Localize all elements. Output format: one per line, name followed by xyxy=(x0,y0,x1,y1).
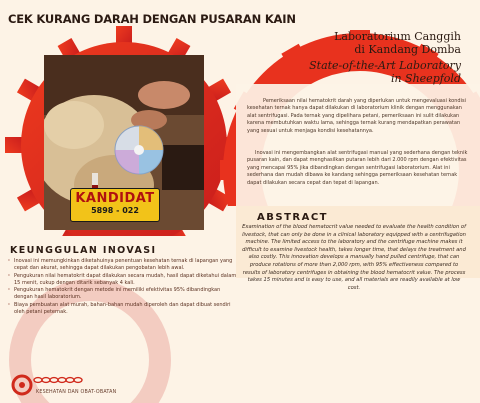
list-item: · Biaya pembuatan alat murah, bahan-bahan mudah diperoleh dan dapat dibuat sendiri oleh petani peternak. xyxy=(8,302,240,316)
body-paragraph-1: Pemeriksaan nilai hematokrit darah yang diperlukan untuk mengevaluasi kondisi kesehatan ternak hanya dapat dilakukan di laboratorium klinik dengan menggunakan alat sentrifugasi. Pada ternak yang dipelihara petani, pemeriksaan ini sulit dilakukan karena membutuhkan waktu lama, sehingga ternak kurang mendapatkan perawatan yang sesuai untuk menjaga kondisi kesehatannya. xyxy=(247,98,466,134)
lab-title-id-line1: Laboratorium Canggih xyxy=(334,30,461,43)
lab-title-en-line1: State-of-the-Art Laboratory xyxy=(309,59,461,72)
advantages-heading: KEUNGGULAN INOVASI xyxy=(10,245,157,256)
candidate-badge xyxy=(70,188,160,222)
body-paragraph-2: Inovasi ini mengembangkan alat sentrifugasi manual yang sederhana dengan teknik pusaran kain, dan dapat menghasilkan putaran lebih dari 2.000 rpm dengan efektivitas yang mencapai 95% jika dibandingkan dengan sentrifugasi laboratorium. Alat ini sederhana dan mudah dibawa ke kandang sehingga pemeriksaan kesehatan ternak dapat dilakukan secara cepat dan tepat di lapangan. xyxy=(247,150,468,186)
page-title: CEK KURANG DARAH DENGAN PUSARAN KAIN xyxy=(8,12,296,26)
list-item: · Pengukuran nilai hematokrit dapat dilakukan secara mudah, hasil dapat diketahui dalam 15 menit, cukup dengan ditarik sebanyak 4 kali. xyxy=(8,273,240,287)
abstract-text: Examination of the blood hematocrit value needed to evaluate the health condition of livestock, that can only be done in a clinical laboratory equipped with a centrifugation machine. The limited access to the laboratory and the centrifuge machine makes it difficult to examine livestock health, takes longer time, that delays the treatment and also costly. This innovation develops a manually hand pulled centrifuge, that can produce rotations of more than 2,000 rpm, with 95% effectiveness compared to results of laboratory centrifuges in obtaining the blood hematocrit value. The process takes 15 minutes and is easy to use, and all materials are readily available at low cost. xyxy=(242,224,466,291)
lab-title-en-line2: in Sheepfold xyxy=(390,72,461,85)
badge-label: KANDIDAT xyxy=(75,191,155,206)
advantages-list xyxy=(8,258,240,316)
lab-title-id-line2: di Kandang Domba xyxy=(354,43,461,56)
list-item: · Pengukuran hematokrit dengan metode ini memiliki efektivitas 95% dibandingkan dengan hasil laboratorium. xyxy=(8,287,240,301)
lab-title xyxy=(296,30,461,85)
badge-code: 5898 - 022 xyxy=(91,206,139,215)
list-item: · Inovasi ini memungkinkan diketahuinya penentuan kesehatan ternak di lapangan yang cepat dan akurat, sehingga dapat dilakukan pengobatan lebih awal. xyxy=(8,258,240,272)
footer-category: KESEHATAN DAN OBAT-OBATAN xyxy=(36,390,117,395)
abstract-heading: ABSTRACT xyxy=(257,212,328,223)
